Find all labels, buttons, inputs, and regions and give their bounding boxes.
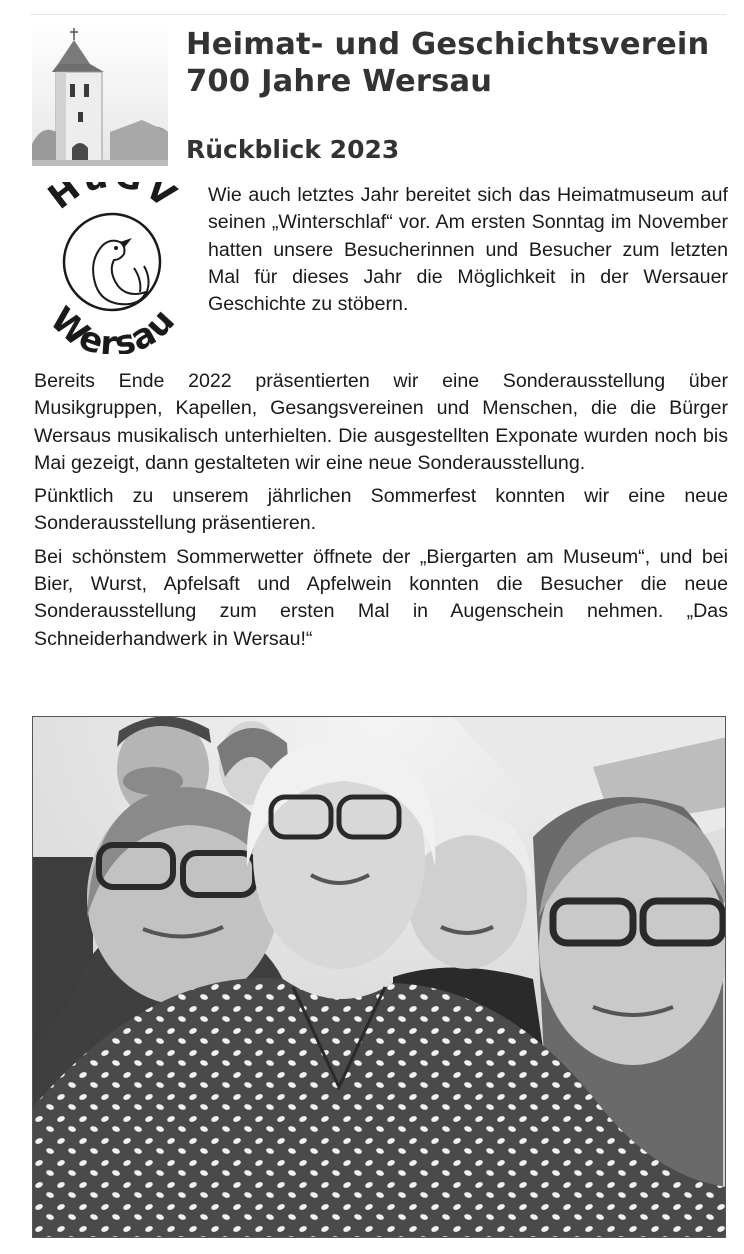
svg-text:Wersau [42, 300, 183, 354]
article-title [186, 26, 726, 100]
church-tower-illustration [32, 24, 168, 166]
body-paragraph-2: Pünktlich zu unserem jährlichen Sommerfest konnten wir eine neue Sonderausstellung präsentieren. [34, 485, 728, 535]
logo-top-text: H V [40, 182, 186, 218]
svg-text:HuGV [41, 182, 185, 218]
intro-paragraph: Wie auch letztes Jahr bereitet sich das Heimatmuseum auf seinen „Winterschlaf“ vor. Am ersten Sonntag im November hatten unsere Besucherinnen und Besucher zum letzten Mal für dieses Jahr die Möglichkeit in der Wersauer Geschichte zu stöbern. [208, 184, 728, 316]
logo-bottom-text: Wersau [42, 299, 184, 354]
article-body [34, 368, 728, 659]
body-paragraph-1: Bereits Ende 2022 präsentierten wir eine Sonderausstellung über Musikgruppen, Kapellen, Gesangsvereinen und Menschen, die die Bürger Wersaus musikalisch unterhielten. Die ausgestellten Exponate wurden noch bis Mai gezeigt, dann gestalteten wir eine neue Sonderausstellung. [34, 370, 728, 474]
group-selfie-photo [32, 716, 726, 1238]
body-paragraph-3: Bei schönstem Sommerwetter öffnete der „Biergarten am Museum“, und bei Bier, Wurst, Apfelsaft und Apfelwein konnten die Besucher die neue Sonderausstellung zum ersten Mal in Augenschein nehmen. „Das Schneiderhandwerk in Wersau!“ [34, 545, 728, 650]
article-subtitle: Rückblick 2023 [186, 135, 400, 164]
hugv-wersau-logo [28, 182, 196, 354]
title-line-2: 700 Jahre Wersau [186, 64, 493, 99]
title-line-1: Heimat- und Geschichtsverein [186, 27, 710, 62]
top-rule [30, 14, 726, 15]
